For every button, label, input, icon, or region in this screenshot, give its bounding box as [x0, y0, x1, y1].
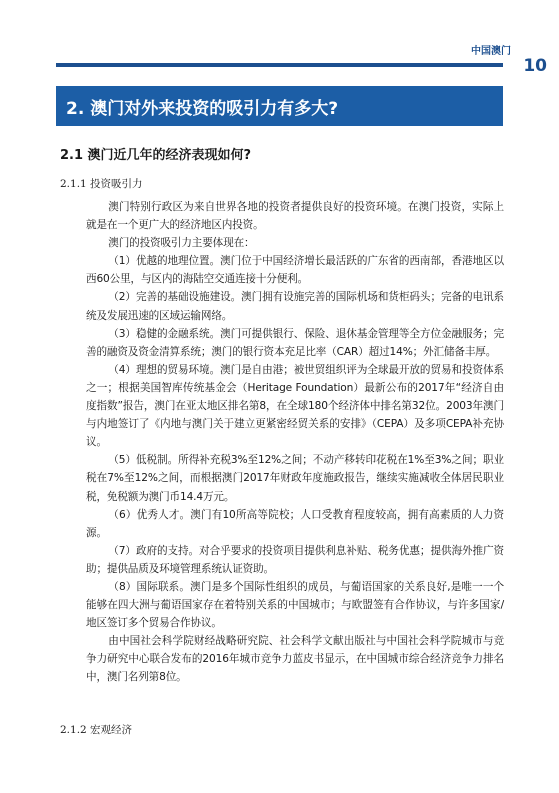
- body-text: [86, 198, 504, 687]
- header-label: 中国澳门: [471, 46, 511, 57]
- paragraph: 澳门的投资吸引力主要体现在：: [108, 237, 255, 250]
- paragraph: （2）完善的基础设施建设。澳门拥有设施完善的国际机场和货柜码头；完备的电讯系统及发展迅速的区域运输网络。: [86, 291, 504, 322]
- page-number: 10: [523, 56, 547, 76]
- paragraph: （4）理想的贸易环境。澳门是自由港；被世贸组织评为全球最开放的贸易和投资体系之一；根据美国智库传统基金会（Heritage Foundation）最新公布的2017年“经济自由度指数”报告，澳门在亚太地区排名第8，在全球180个经济体中排名第32位。2003年澳门与内地签订了《内地与澳门关于建立更紧密经贸关系的安排》（CEPA）及多项CEPA补充协议。: [86, 363, 504, 449]
- paragraph: 澳门特别行政区为来自世界各地的投资者提供良好的投资环境。在澳门投资，实际上就是在一个更广大的经济地区内投资。: [86, 201, 504, 232]
- chapter-title: 2. 澳门对外来投资的吸引力有多大?: [66, 98, 339, 119]
- paragraph: （7）政府的支持。对合乎要求的投资项目提供利息补贴、税务优惠；提供海外推广资助；提供品质及环境管理系统认证资助。: [86, 544, 504, 575]
- chapter-title-banner: [56, 86, 503, 126]
- paragraph: （6）优秀人才。澳门有10所高等院校；人口受教育程度较高，拥有高素质的人力资源。: [86, 508, 504, 539]
- section-heading: 2.1 澳门近几年的经济表现如何?: [60, 148, 252, 163]
- paragraph: 由中国社会科学院财经战略研究院、社会科学文献出版社与中国社会科学院城市与竞争力研究中心联合发布的2016年城市竞争力蓝皮书显示，在中国城市综合经济竞争力排名中，澳门名列第8位。: [86, 635, 504, 684]
- paragraph: （5）低税制。所得补充税3%至12%之间；不动产移转印花税在1%至3%之间；职业税在7%至12%之间，而根据澳门2017年财政年度施政报告，继续实施减收全体居民职业税，免税额为澳门币14.4万元。: [86, 454, 504, 503]
- paragraph: （3）稳健的金融系统。澳门可提供银行、保险、退休基金管理等全方位金融服务；完善的融资及资金清算系统；澳门的银行资本充足比率（CAR）超过14%；外汇储备丰厚。: [86, 327, 504, 358]
- paragraph: （8）国际联系。澳门是多个国际性组织的成员，与葡语国家的关系良好,是唯一一个能够在四大洲与葡语国家存在着特别关系的中国城市；与欧盟签有合作协议，与许多国家/地区签订多个贸易合作协议。: [86, 580, 504, 630]
- paragraph: （1）优越的地理位置。澳门位于中国经济增长最活跃的广东省的西南部，香港地区以西60公里，与区内的海陆空交通连接十分便利。: [86, 255, 504, 286]
- header-divider: [56, 63, 503, 67]
- subsection-heading-investment: 2.1.1 投资吸引力: [60, 178, 143, 190]
- subsection-heading-macroeconomy: 2.1.2 宏观经济: [60, 724, 133, 736]
